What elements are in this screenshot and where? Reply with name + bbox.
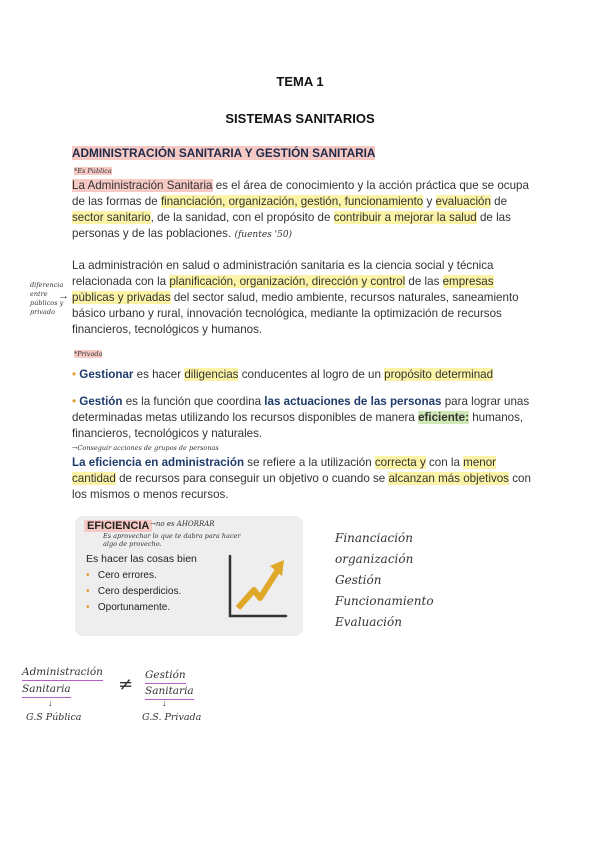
term-eficiencia: La eficiencia en administración (72, 456, 245, 469)
text-fragment: es hacer (133, 368, 185, 381)
text-fragment: de (490, 195, 508, 208)
highlight-eficiente: eficiente: (418, 411, 469, 424)
arrow-right-icon: → (58, 290, 69, 302)
document-subtitle: SISTEMAS SANITARIOS (225, 111, 375, 126)
list-item: Evaluación (335, 615, 402, 629)
list-item-label: Cero errores. (97, 570, 157, 581)
text-fragment: y (423, 195, 436, 208)
arrow-down-icon: ↓ (48, 698, 53, 708)
text-fragment: conducentes al logro de un (238, 368, 385, 381)
note-conseguir-acciones: →Conseguir acciones de grupos de personas (72, 444, 219, 452)
not-equal-icon: ≠ (118, 674, 134, 695)
bullet-icon: • (86, 586, 90, 597)
margin-note-line: diferencia (30, 281, 64, 289)
text-fragment: con la (425, 456, 464, 469)
text-fragment: es la función que coordina (122, 395, 265, 408)
highlight-evaluacion: evaluación (435, 195, 491, 208)
result-gs-publica: G.S Pública (26, 712, 82, 723)
arrow-down-icon: ↓ (162, 698, 167, 708)
note-privada: *Privada (74, 350, 103, 358)
paragraph-gestion (72, 394, 532, 442)
note-no-ahorrar: →no es AHORRAR (150, 520, 215, 528)
highlight-menor-cantidad: menor cantidad (72, 456, 497, 485)
document-title: TEMA 1 (276, 74, 324, 89)
card-lead: Es hacer las cosas bien (86, 553, 197, 565)
result-gs-privada: G.S. Privada (142, 712, 202, 723)
text-fragment: de las personas y de las poblaciones. (72, 211, 511, 240)
term-administracion-sanitaria: La Administración Sanitaria (72, 179, 213, 192)
term-gestion: Gestión (79, 395, 123, 408)
label-administracion-sanitaria (22, 664, 103, 698)
list-item (86, 568, 181, 584)
text-fragment: de las (405, 275, 443, 288)
note-fuentes: (fuentes '50) (234, 230, 293, 240)
card-list (86, 568, 181, 616)
note-es-publica: *Es Pública (74, 167, 112, 175)
note-line: Es aprovechar lo que te dabra para hacer (103, 532, 241, 540)
section-heading (72, 146, 375, 160)
text-fragment: con los mismos o menos recursos. (72, 472, 531, 501)
text-fragment: de recursos para conseguir un objetivo o cuando se (115, 472, 389, 485)
card-title: EFICIENCIA (84, 520, 152, 532)
text-fragment: se refiere a la utilización (244, 456, 375, 469)
list-item: Financiación (335, 531, 413, 545)
paragraph-administracion-en-salud (72, 258, 532, 338)
section-heading-text: ADMINISTRACIÓN SANITARIA Y GESTIÓN SANITARIA (72, 146, 376, 160)
label-line: Sanitaria (145, 684, 194, 700)
label-line: Administración (22, 664, 103, 681)
highlight-diligencias: diligencias (184, 368, 239, 381)
text-fragment: del sector salud, medio ambiente, recursos naturales, saneamiento básico urbano y rural, innovación tecnológica, mediante la optimización de recursos financieros, tecnológicos y humanos. (72, 291, 519, 336)
list-item: Funcionamiento (335, 594, 434, 608)
text-fragment: es el área de conocimiento y la acción práctica que se ocupa de las formas de (72, 179, 529, 208)
handwritten-functions-list (335, 528, 434, 633)
list-item-label: Cero desperdicios. (97, 586, 182, 597)
bullet-icon: • (86, 570, 90, 581)
highlight-alcanzan: alcanzan más objetivos (388, 472, 509, 485)
list-item (86, 600, 181, 616)
note-line: algo de provecho. (103, 540, 162, 548)
highlight-proposito: propósito determinad (384, 368, 494, 381)
list-item: organización (335, 552, 414, 566)
margin-note-line: públicos y (30, 299, 64, 307)
highlight-planificacion: planificación, organización, dirección y control (169, 275, 406, 288)
label-line: Gestión (145, 668, 186, 684)
highlight-correcta: correcta y (374, 456, 426, 469)
margin-note-line: privado (30, 308, 55, 316)
text-fragment: humanos, financieros, tecnológicos y naturales. (72, 411, 524, 440)
highlight-sector-sanitario: sector sanitario (72, 211, 151, 224)
list-item: Gestión (335, 573, 382, 587)
paragraph-eficiencia (72, 455, 532, 503)
paragraph-administracion-sanitaria (72, 178, 532, 243)
paragraph-gestionar (72, 367, 532, 383)
highlight-empresas: empresas públicas y privadas (72, 275, 494, 304)
highlight-contribuir: contribuir a mejorar la salud (333, 211, 477, 224)
note-aprovechar (103, 532, 240, 548)
text-fragment: , de la sanidad, con el propósito de (150, 211, 334, 224)
list-item (86, 584, 181, 600)
term-actuaciones: las actuaciones de las personas (264, 395, 442, 408)
list-item-label: Oportunamente. (97, 602, 171, 613)
text-fragment: La administración en salud o administración sanitaria es la ciencia social y técnica relacionada con la (72, 259, 494, 288)
bullet-icon: • (72, 395, 77, 408)
label-line: Sanitaria (22, 681, 71, 698)
growth-chart-icon (224, 552, 290, 622)
bullet-icon: • (72, 368, 77, 381)
highlight-funciones: financiación, organización, gestión, funcionamiento (160, 195, 424, 208)
bullet-icon: • (86, 602, 90, 613)
text-fragment: para lograr unas determinadas metas utilizando los recursos disponibles de manera (72, 395, 530, 424)
term-gestionar: Gestionar (79, 368, 134, 381)
margin-note-line: entre (30, 290, 48, 298)
label-gestion-sanitaria (145, 668, 194, 700)
